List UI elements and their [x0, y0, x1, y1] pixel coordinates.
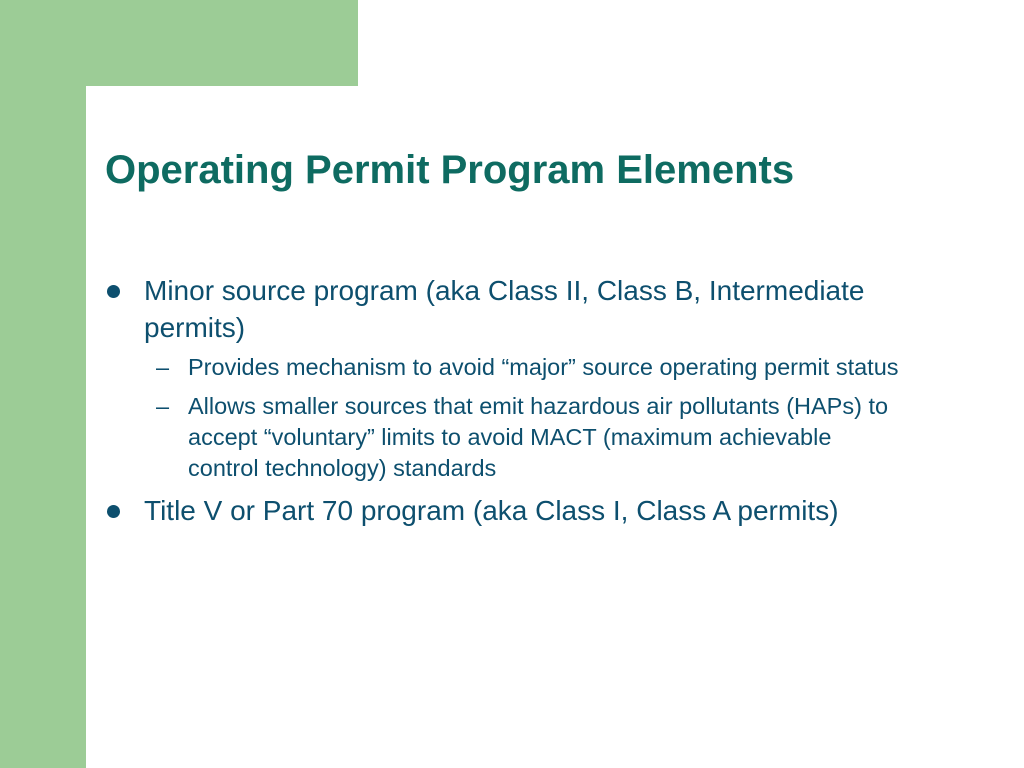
sub-bullet-item: [144, 352, 905, 383]
bullet-text: Minor source program (aka Class II, Class B, Intermediate permits): [144, 275, 865, 343]
dash-icon: –: [156, 393, 170, 419]
bullet-item-minor-source: [105, 272, 905, 484]
sub-bullet-text: Provides mechanism to avoid “major” source operating permit status: [188, 354, 899, 380]
sub-bullet-list: [144, 352, 905, 484]
sub-bullet-item: [144, 391, 905, 484]
bullet-dot-icon: [107, 285, 120, 298]
accent-bar-left: [0, 0, 86, 768]
slide-title: Operating Permit Program Elements: [105, 148, 795, 192]
bullet-list: [105, 272, 905, 533]
bullet-item-title-v: [105, 492, 905, 529]
dash-icon: –: [156, 354, 170, 380]
bullet-text: Title V or Part 70 program (aka Class I, Class A permits): [144, 495, 839, 526]
bullet-dot-icon: [107, 505, 120, 518]
sub-bullet-text: Allows smaller sources that emit hazardous air pollutants (HAPs) to accept “voluntary” limits to avoid MACT (maximum achievable control technology) standards: [188, 393, 889, 481]
